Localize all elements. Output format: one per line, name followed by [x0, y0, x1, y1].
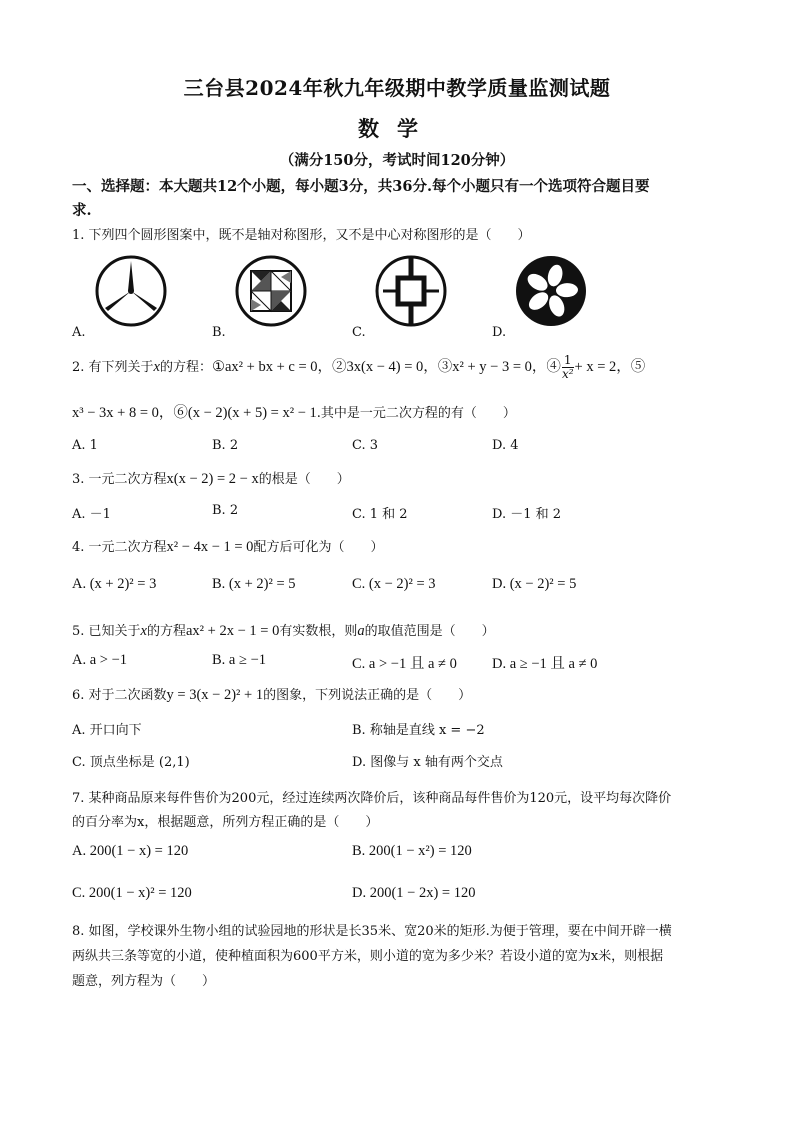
q6-option-a: A. 开口向下 — [72, 723, 142, 738]
q4-option-c: C. (x − 2)² = 3 — [352, 576, 436, 592]
q3-option-a: A. －1 — [72, 507, 111, 522]
score-note: （满分150分，考试时间120分钟） — [279, 152, 515, 169]
q2-option-a: A. 1 — [72, 438, 98, 453]
q3-option-d: D. －1 和 2 — [492, 507, 562, 522]
q7-option-a: A. 200(1 − x) = 120 — [72, 843, 189, 859]
q4-option-b: B. (x + 2)² = 5 — [212, 576, 296, 592]
question-8-stem: 8. 如图，学校课外生物小组的试验园地的形状是长35米、宽20米的矩形.为便于管理，要在中间开辟一横 — [72, 924, 672, 939]
q4-option-a: A. (x + 2)² = 3 — [72, 576, 157, 592]
question-8-stem-cont: 两纵共三条等宽的小道，使种植面积为600平方米，则小道的宽为多少米？若设小道的宽为x米，则根据 — [72, 949, 664, 964]
q1-option-d: D. — [492, 325, 507, 340]
subject-heading: 数学 — [358, 116, 436, 141]
exam-title: 三台县2024年秋九年级期中教学质量监测试题 — [183, 76, 611, 100]
q5-option-a: A. a > −1 — [72, 652, 128, 668]
section-heading: 一、选择题：本大题共12个小题，每小题3分，共36分.每个小题只有一个选项符合题目要 — [72, 178, 650, 195]
q5-option-c: C. a > −1 且 a ≠ 0 — [352, 656, 457, 672]
q2-option-c: C. 3 — [352, 438, 379, 453]
q4-option-d: D. (x − 2)² = 5 — [492, 576, 577, 592]
q2-option-b: B. 2 — [212, 438, 239, 453]
q2-option-d: D. 4 — [492, 438, 519, 453]
q5-option-b: B. a ≥ −1 — [212, 652, 266, 668]
section-heading-cont: 求. — [72, 202, 92, 219]
question-5-stem: 5. 已知关于x的方程ax² + 2x − 1 = 0有实数根，则a的取值范围是（ ） — [72, 623, 495, 639]
question-8-stem-cont2: 题意，列方程为（ ） — [72, 974, 216, 989]
question-7-stem-cont: 的百分率为x，根据题意，所列方程正确的是（ ） — [72, 815, 379, 830]
q6-option-d: D. 图像与 x 轴有两个交点 — [352, 755, 503, 770]
flower-circle-icon — [513, 253, 589, 329]
q7-option-c: C. 200(1 − x)² = 120 — [72, 885, 192, 901]
question-7-stem: 7. 某种商品原来每件售价为200元，经过连续两次降价后，该种商品每件售价为120元，设平均每次降价 — [72, 791, 672, 806]
question-3-stem: 3. 一元二次方程x(x − 2) = 2 − x的根是（ ） — [72, 471, 350, 487]
mercedes-circle-icon — [93, 253, 169, 329]
q6-option-b: B. 称轴是直线 x = −2 — [352, 723, 485, 738]
q3-option-b: B. 2 — [212, 503, 239, 518]
q6-option-c: C. 顶点坐标是 (2,1) — [72, 755, 190, 770]
question-2-stem-cont: x³ − 3x + 8 = 0，⑥(x − 2)(x + 5) = x² − 1.其中是一元二次方程的有（ ） — [72, 405, 516, 421]
q7-option-d: D. 200(1 − 2x) = 120 — [352, 885, 476, 901]
q1-option-c: C. — [352, 325, 366, 340]
q5-option-d: D. a ≥ −1 且 a ≠ 0 — [492, 656, 598, 672]
q1-option-a: A. — [72, 325, 86, 340]
coin-circle-icon — [373, 253, 449, 329]
q7-option-b: B. 200(1 − x²) = 120 — [352, 843, 472, 859]
fraction: $\frac{1}{\text{x²}}$ — [561, 353, 574, 381]
q3-option-c: C. 1 和 2 — [352, 507, 408, 522]
question-4-stem: 4. 一元二次方程x² − 4x − 1 = 0配方后可化为（ ） — [72, 539, 384, 555]
question-2-stem: 2. 有下列关于x的方程：①ax² + bx + c = 0，②3x(x − 4) = 0，③x² + y − 3 = 0，④ $\frac{1}{\text{x²}}$ + x = 2，⑤ — [72, 353, 646, 381]
q1-option-b: B. — [212, 325, 226, 340]
pinwheel-circle-icon — [233, 253, 309, 329]
question-6-stem: 6. 对于二次函数y = 3(x − 2)² + 1的图象，下列说法正确的是（ ） — [72, 687, 472, 703]
question-1-stem: 1. 下列四个圆形图案中，既不是轴对称图形，又不是中心对称图形的是（ ） — [72, 228, 531, 243]
